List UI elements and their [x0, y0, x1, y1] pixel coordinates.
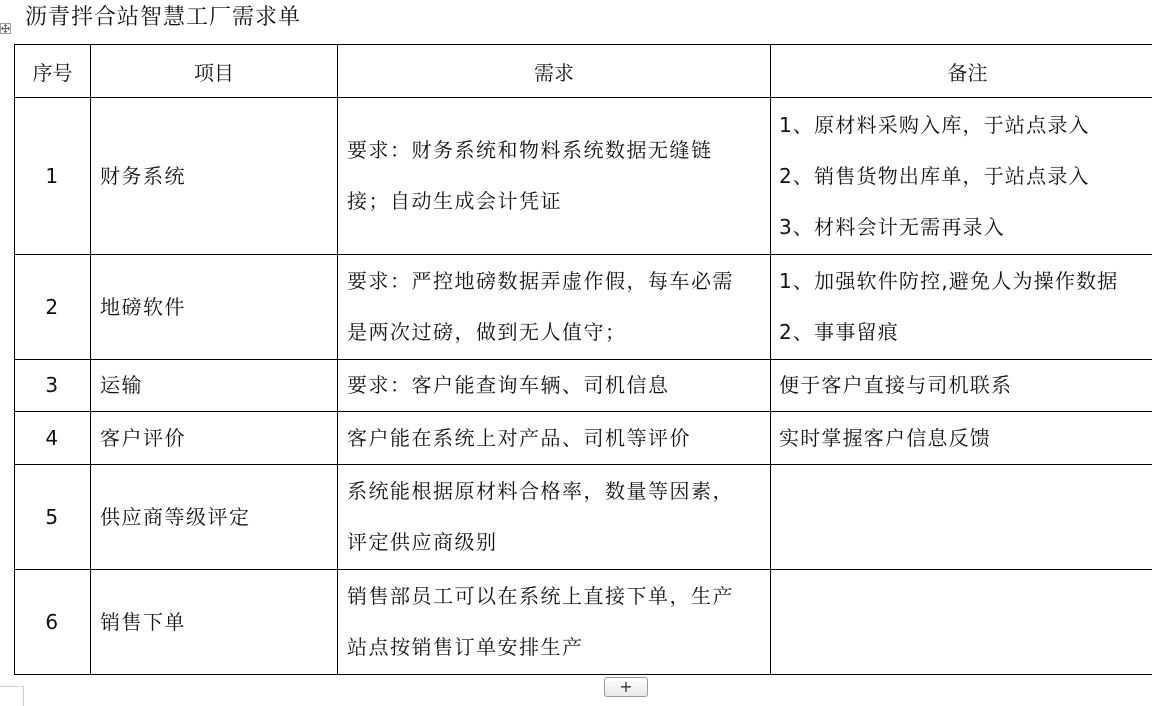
add-row-button[interactable]: + [604, 677, 648, 697]
requirement-line: 接；自动生成会计凭证 [347, 189, 562, 213]
requirement-line: 要求：客户能查询车辆、司机信息 [347, 373, 670, 397]
cell-item[interactable]: 地磅软件 [91, 255, 338, 360]
header-requirement[interactable]: 需求 [338, 45, 771, 98]
cell-requirement[interactable] [338, 98, 771, 255]
cell-note[interactable] [771, 570, 1152, 675]
table-move-handle[interactable] [0, 23, 11, 34]
note-line: 2、销售货物出库单，于站点录入 [779, 163, 1090, 188]
table-row [15, 360, 1152, 412]
note-line: 便于客户直接与司机联系 [779, 373, 1013, 397]
note-line: 3、材料会计无需再录入 [779, 214, 1005, 239]
note-line: 2、事事留痕 [779, 320, 899, 344]
cell-note[interactable] [771, 255, 1152, 360]
cell-note[interactable] [771, 465, 1152, 570]
cell-no[interactable]: 5 [15, 465, 91, 570]
cell-no[interactable]: 4 [15, 412, 91, 465]
requirement-line: 销售部员工可以在系统上直接下单，生产 [347, 584, 734, 608]
cell-requirement[interactable] [338, 255, 771, 360]
table-row [15, 412, 1152, 465]
cell-item[interactable]: 客户评价 [91, 412, 338, 465]
cell-requirement[interactable] [338, 412, 771, 465]
table-row [15, 570, 1152, 675]
cell-requirement[interactable] [338, 465, 771, 570]
page-corner-marker [0, 686, 24, 706]
cell-no[interactable]: 1 [15, 98, 91, 255]
requirements-table [14, 44, 1152, 675]
requirement-line: 评定供应商级别 [347, 530, 498, 554]
requirement-line: 客户能在系统上对产品、司机等评价 [347, 425, 691, 450]
cell-no[interactable]: 3 [15, 360, 91, 412]
table-header-row [15, 45, 1152, 98]
cell-item[interactable]: 供应商等级评定 [91, 465, 338, 570]
cell-requirement[interactable] [338, 360, 771, 412]
note-line: 1、加强软件防控,避免人为操作数据 [779, 269, 1119, 293]
move-arrows-icon [1, 24, 10, 33]
cell-note[interactable] [771, 412, 1152, 465]
requirement-line: 站点按销售订单安排生产 [347, 635, 584, 659]
cell-note[interactable] [771, 98, 1152, 255]
cell-no[interactable]: 2 [15, 255, 91, 360]
cell-item[interactable]: 财务系统 [91, 98, 338, 255]
requirement-line: 要求：财务系统和物料系统数据无缝链 [347, 138, 713, 162]
document-title: 沥青拌合站智慧工厂需求单 [25, 5, 302, 30]
cell-note[interactable] [771, 360, 1152, 412]
requirement-line: 要求：严控地磅数据弄虚作假，每车必需 [347, 269, 734, 293]
table-row [15, 465, 1152, 570]
requirement-line: 系统能根据原材料合格率，数量等因素， [347, 479, 734, 503]
table-row [15, 98, 1152, 255]
header-no[interactable]: 序号 [15, 45, 91, 98]
header-note[interactable]: 备注 [771, 45, 1152, 98]
cell-item[interactable]: 运输 [91, 360, 338, 412]
table-row [15, 255, 1152, 360]
cell-item[interactable]: 销售下单 [91, 570, 338, 675]
header-item[interactable]: 项目 [91, 45, 338, 98]
cell-requirement[interactable] [338, 570, 771, 675]
note-line: 实时掌握客户信息反馈 [779, 425, 991, 450]
requirement-line: 是两次过磅，做到无人值守； [347, 320, 627, 344]
cell-no[interactable]: 6 [15, 570, 91, 675]
note-line: 1、原材料采购入库，于站点录入 [779, 112, 1090, 137]
